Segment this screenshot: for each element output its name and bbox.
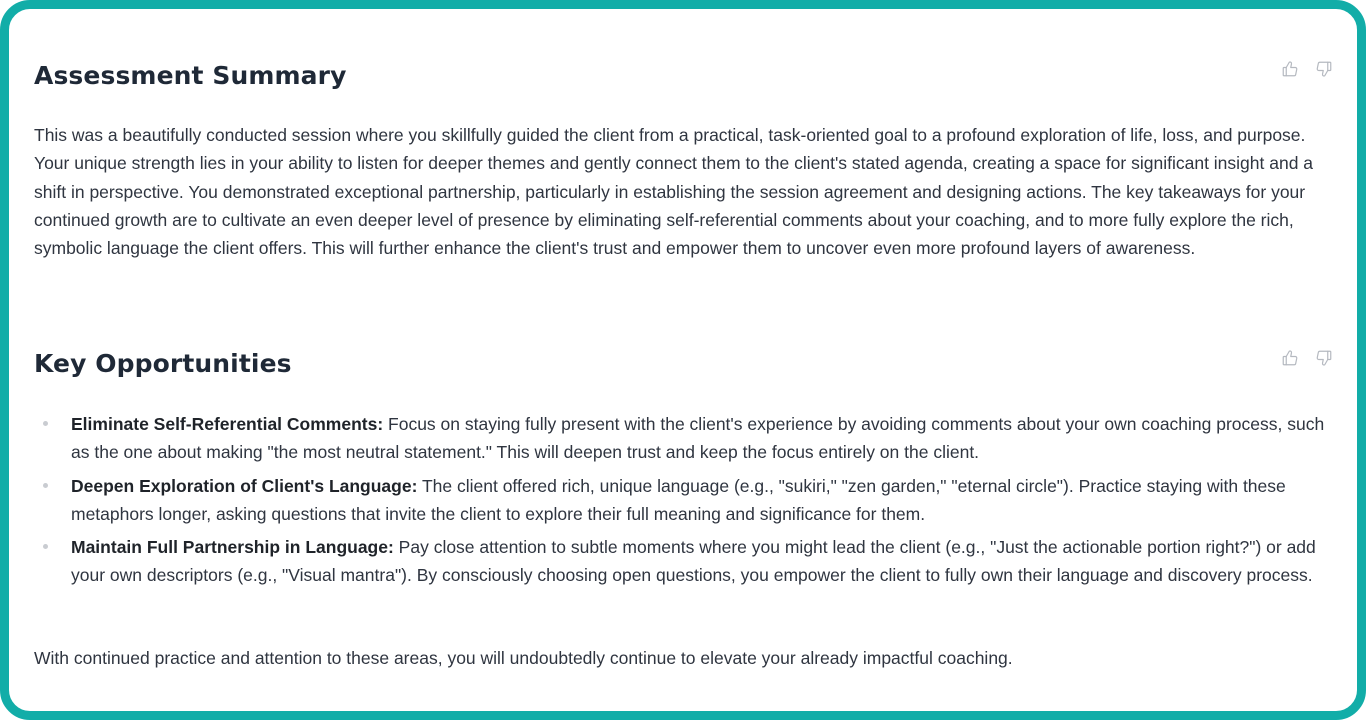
item-text: Pay close attention to subtle moments where you might lead the client (e.g., "Just the actionable portion right?") or add your own descriptors (e.g., "Visual mantra"). By consciously choosing open questions, you empower the client to fully own their language and discovery process.	[71, 537, 1316, 586]
summary-paragraph: This was a beautifully conducted session where you skillfully guided the client from a practical, task-oriented goal to a profound exploration of life, loss, and purpose. Your unique strength lies in your ability to listen for deeper themes and gently connect them to the client's stated agenda, creating a space for significant insight and a shift in perspective. You demonstrated exceptional partnership, particularly in establishing the session agreement and designing actions. The key takeaways for your continued growth are to cultivate an even deeper level of presence by eliminating self-referential comments about your coaching, and to more fully explore the rich, symbolic language the client offers. This will further enhance the client's trust and empower them to uncover even more profound layers of awareness.	[34, 125, 1314, 259]
bullet-icon	[43, 483, 48, 488]
thumbs-down-icon[interactable]	[1314, 59, 1334, 79]
list-item	[34, 472, 1334, 529]
opportunities-feedback	[1280, 348, 1334, 368]
summary-section	[34, 60, 1334, 92]
thumbs-up-icon[interactable]	[1280, 348, 1300, 368]
opportunities-list	[34, 410, 1334, 595]
opportunities-title: Key Opportunities	[34, 349, 292, 378]
summary-title: Assessment Summary	[34, 61, 347, 90]
item-label: Maintain Full Partnership in Language:	[71, 537, 394, 558]
thumbs-up-icon[interactable]	[1280, 59, 1300, 79]
thumbs-down-icon[interactable]	[1314, 348, 1334, 368]
item-text: The client offered rich, unique language (e.g., "sukiri," "zen garden," "eternal circle"). Practice staying with these metaphors longer, asking questions that invite the client to explore their full meaning and significance for them.	[71, 475, 1286, 524]
item-text: Focus on staying fully present with the client's experience by avoiding comments about your own coaching process, such as the one about making "the most neutral statement." This will deepen trust and keep the focus entirely on the client.	[71, 414, 1325, 463]
bullet-icon	[43, 421, 48, 426]
opportunities-section	[34, 348, 1334, 380]
summary-feedback	[1280, 59, 1334, 79]
list-item	[34, 410, 1334, 467]
item-label: Deepen Exploration of Client's Language:	[71, 475, 418, 496]
item-label: Eliminate Self-Referential Comments:	[71, 414, 384, 434]
list-item	[34, 533, 1334, 590]
bullet-icon	[43, 544, 48, 549]
closing-paragraph: With continued practice and attention to these areas, you will undoubtedly continue to elevate your already impactful coaching.	[34, 648, 1013, 668]
